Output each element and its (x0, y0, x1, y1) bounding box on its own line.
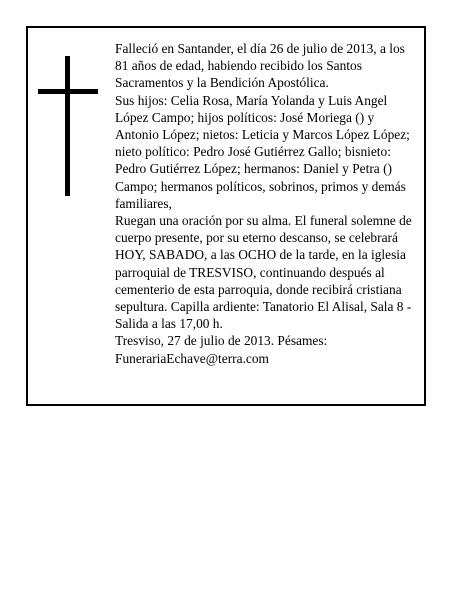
obituary-notice (26, 26, 426, 406)
cross-icon (38, 56, 98, 196)
cross-vertical-bar (65, 56, 70, 196)
cross-horizontal-bar (38, 89, 98, 94)
family-paragraph: Sus hijos: Celia Rosa, María Yolanda y Luis Angel López Campo; hijos políticos: José Moriega () y Antonio López; nietos: Leticia y Marcos López López; nieto político: Pedro José Gutiérrez Gallo; bisnieto: Pedro Gutiérrez López; hermanos: Daniel y Petra () Campo; hermanos políticos, sobrinos, primos y demás familiares, (115, 92, 410, 211)
death-announcement-paragraph: Falleció en Santander, el día 26 de julio de 2013, a los 81 años de edad, habiendo recibido los Santos Sacramentos y la Bendición Apostólica. (115, 41, 405, 91)
funeral-details-paragraph: Ruegan una oración por su alma. El funeral solemne de cuerpo presente, por su eterno descanso, se celebrará HOY, SABADO, a las OCHO de la tarde, en la iglesia parroquial de TRESVISO, continuando después al cementerio de esta parroquia, donde recibirá cristiana sepultura. Capilla ardiente: Tanatorio El Alisal, Sala 8 - Salida a las 17,00 h. (115, 213, 412, 332)
obituary-text (115, 40, 417, 367)
place-date-contact-paragraph: Tresviso, 27 de julio de 2013. Pésames: FunerariaEchave@terra.com (115, 333, 328, 366)
